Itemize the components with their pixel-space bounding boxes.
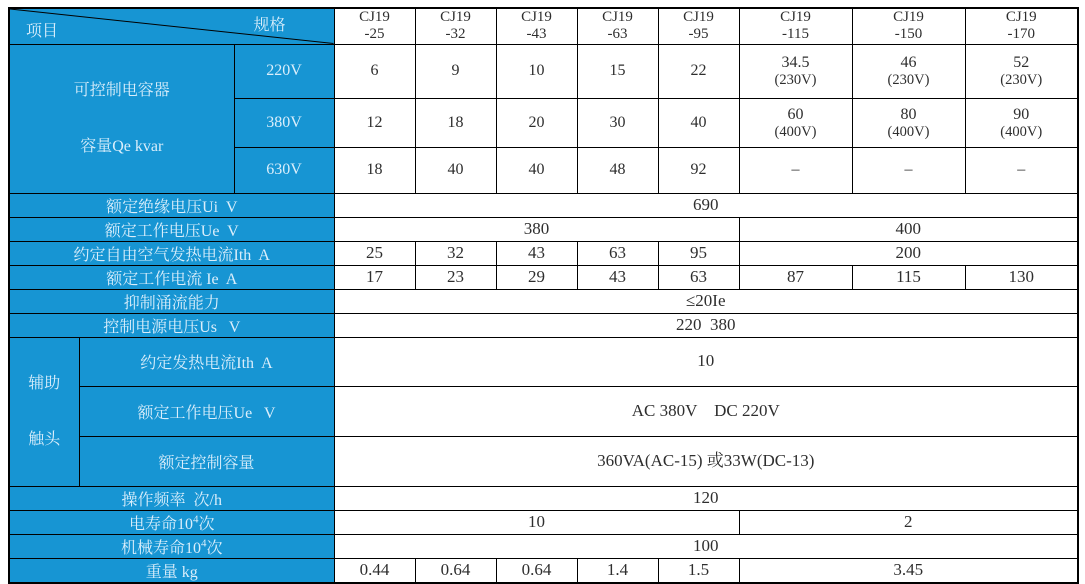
working-voltage-row xyxy=(9,217,1078,241)
value-cell xyxy=(739,265,852,289)
label-superscript: 4 xyxy=(201,537,207,550)
cell-value: 10 xyxy=(697,351,715,371)
cell-value: 0.64 xyxy=(521,559,552,579)
model-number: -32 xyxy=(445,26,466,43)
value-cell xyxy=(658,148,739,193)
row-label: 操作频率 次/h xyxy=(9,486,334,510)
model-name: CJ19 xyxy=(683,9,714,25)
value-cell xyxy=(739,217,1078,241)
aux-label-line2: 触头 xyxy=(28,430,61,448)
inrush-suppression-row xyxy=(9,289,1078,313)
value-cell xyxy=(739,241,1078,265)
cell-value: 18 xyxy=(366,161,383,179)
value-cell xyxy=(334,337,1078,387)
value-cell xyxy=(334,193,1078,217)
cell-value: 380 xyxy=(523,218,550,238)
value-cell xyxy=(415,148,496,193)
cell-value: 10 xyxy=(528,62,545,80)
cell-value: 92 xyxy=(690,161,707,179)
model-header-cell xyxy=(334,8,415,44)
value-cell xyxy=(334,99,415,148)
cell-value: 40 xyxy=(447,161,464,179)
value-cell xyxy=(415,241,496,265)
value-cell xyxy=(334,241,415,265)
voltage-sublabel: 630V xyxy=(234,148,334,193)
value-cell xyxy=(739,99,852,148)
value-cell xyxy=(496,241,577,265)
row-label: 额定控制容量 xyxy=(79,436,334,486)
voltage-sublabel: 380V xyxy=(234,99,334,148)
aux-thermal-current-row xyxy=(9,337,1078,387)
model-name: CJ19 xyxy=(602,9,633,25)
cell-value: 52 xyxy=(1013,53,1030,71)
cell-value: 18 xyxy=(447,114,464,132)
cell-value: 115 xyxy=(896,266,921,286)
model-number: -43 xyxy=(526,26,547,43)
cell-value: 1.4 xyxy=(606,559,629,579)
cell-note: (230V) xyxy=(774,72,817,89)
value-cell xyxy=(334,436,1078,486)
cell-value: 34.5 xyxy=(781,53,810,71)
value-cell xyxy=(334,148,415,193)
item-label: 项目 xyxy=(26,22,59,40)
value-cell xyxy=(334,534,1078,558)
working-current-row xyxy=(9,265,1078,289)
value-cell xyxy=(415,265,496,289)
cell-value: 63 xyxy=(690,266,707,286)
cell-value: 48 xyxy=(609,161,626,179)
value-cell xyxy=(658,44,739,99)
label-suffix: 次 xyxy=(198,515,215,533)
value-cell xyxy=(334,265,415,289)
row-label: 抑制涌流能力 xyxy=(9,289,334,313)
value-cell xyxy=(334,289,1078,313)
model-name: CJ19 xyxy=(893,9,924,25)
cell-value: 40 xyxy=(690,114,707,132)
row-label: 额定工作电压Ue V xyxy=(79,387,334,437)
control-voltage-row xyxy=(9,313,1078,337)
cell-value: 43 xyxy=(609,266,626,286)
row-label: 额定工作电流 Ie A xyxy=(9,265,334,289)
value-cell xyxy=(852,265,965,289)
aux-group-label xyxy=(9,337,79,486)
model-name: CJ19 xyxy=(521,9,552,25)
cell-value: 30 xyxy=(609,114,626,132)
value-cell xyxy=(496,265,577,289)
model-header-cell xyxy=(496,8,577,44)
cell-value: 690 xyxy=(693,194,719,214)
cell-value: 0.64 xyxy=(440,559,471,579)
label-prefix: 电寿命10 xyxy=(128,515,193,533)
model-number: -150 xyxy=(894,26,923,43)
cell-value: 43 xyxy=(528,242,545,262)
spec-label: 规格 xyxy=(253,17,286,34)
row-label xyxy=(9,534,334,558)
capacitor-220v-row xyxy=(9,44,1078,99)
cell-value: 87 xyxy=(787,266,804,286)
model-name: CJ19 xyxy=(359,9,390,25)
aux-working-voltage-row xyxy=(9,387,1078,437)
cell-value: 10 xyxy=(528,511,545,531)
cell-value: – xyxy=(1017,161,1026,179)
model-header-cell xyxy=(852,8,965,44)
cell-value: 360VA(AC-15) 或33W(DC-13) xyxy=(597,450,815,470)
cell-note: (400V) xyxy=(1000,124,1043,141)
row-label: 重量 kg xyxy=(9,558,334,583)
value-cell xyxy=(496,558,577,583)
cell-value: – xyxy=(791,161,800,179)
weight-row xyxy=(9,558,1078,583)
cell-note: (400V) xyxy=(887,124,930,141)
model-header-cell xyxy=(658,8,739,44)
value-cell xyxy=(334,387,1078,437)
value-cell xyxy=(739,558,1078,583)
cell-note: (230V) xyxy=(1000,72,1043,89)
corner-header-cell xyxy=(9,8,334,44)
value-cell xyxy=(658,99,739,148)
cell-value: 40 xyxy=(528,161,545,179)
row-label: 控制电源电压Us V xyxy=(9,313,334,337)
value-cell xyxy=(415,99,496,148)
row-label: 额定工作电压Ue V xyxy=(9,217,334,241)
capacitor-label-line1: 可控制电容器 xyxy=(73,81,170,99)
model-number: -25 xyxy=(364,26,385,43)
cell-value: 9 xyxy=(451,62,460,80)
cell-value: 15 xyxy=(609,62,626,80)
label-superscript: 4 xyxy=(193,513,199,526)
capacitor-section-label xyxy=(9,44,234,193)
value-cell xyxy=(965,265,1078,289)
cell-value: – xyxy=(904,161,913,179)
value-cell xyxy=(739,510,1078,534)
cell-value: 3.45 xyxy=(893,559,924,579)
cell-value: AC 380V DC 220V xyxy=(631,400,780,420)
row-label xyxy=(9,510,334,534)
cell-value: 2 xyxy=(904,511,913,531)
value-cell xyxy=(658,241,739,265)
electrical-life-row xyxy=(9,510,1078,534)
cell-note: (400V) xyxy=(774,124,817,141)
value-cell xyxy=(577,148,658,193)
value-cell xyxy=(415,44,496,99)
cell-value: 46 xyxy=(900,53,917,71)
model-name: CJ19 xyxy=(1005,9,1037,25)
value-cell xyxy=(658,265,739,289)
insulation-voltage-row xyxy=(9,193,1078,217)
cell-value: 60 xyxy=(787,105,804,123)
value-cell xyxy=(852,99,965,148)
cell-value: 29 xyxy=(528,266,545,286)
value-cell xyxy=(577,265,658,289)
voltage-sublabel: 220V xyxy=(234,44,334,99)
model-header-cell xyxy=(415,8,496,44)
value-cell xyxy=(334,44,415,99)
mechanical-life-row xyxy=(9,534,1078,558)
thermal-current-row xyxy=(9,241,1078,265)
cell-value: 130 xyxy=(1008,266,1034,286)
model-number: -63 xyxy=(607,26,628,43)
cell-note: (230V) xyxy=(887,72,930,89)
value-cell xyxy=(334,558,415,583)
value-cell xyxy=(577,241,658,265)
value-cell xyxy=(577,558,658,583)
cell-value: 12 xyxy=(366,114,383,132)
model-name: CJ19 xyxy=(440,9,471,25)
value-cell xyxy=(334,217,739,241)
row-label: 额定绝缘电压Ui V xyxy=(9,193,334,217)
cell-value: 220 380 xyxy=(676,314,736,334)
cell-value: 32 xyxy=(447,242,464,262)
cell-value: 17 xyxy=(366,266,383,286)
row-label: 约定自由空气发热电流Ith A xyxy=(9,241,334,265)
operating-frequency-row xyxy=(9,486,1078,510)
value-cell xyxy=(739,148,852,193)
value-cell xyxy=(577,44,658,99)
model-header-cell xyxy=(577,8,658,44)
cell-value: 1.5 xyxy=(687,559,710,579)
cell-value: 80 xyxy=(900,105,917,123)
capacitor-label-line2: 容量Qe kvar xyxy=(80,137,164,155)
value-cell xyxy=(334,510,739,534)
cell-value: 22 xyxy=(690,62,707,80)
value-cell xyxy=(658,558,739,583)
cell-value: 20 xyxy=(528,114,545,132)
header-row xyxy=(9,8,1078,44)
cell-value: 100 xyxy=(693,535,719,555)
value-cell xyxy=(334,486,1078,510)
cell-value: ≤20Ie xyxy=(685,290,726,310)
value-cell xyxy=(496,148,577,193)
cell-value: 90 xyxy=(1013,105,1030,123)
label-suffix: 次 xyxy=(206,539,223,557)
value-cell xyxy=(496,99,577,148)
value-cell xyxy=(415,558,496,583)
aux-label-line1: 辅助 xyxy=(28,374,61,392)
model-header-cell xyxy=(965,8,1078,44)
value-cell xyxy=(965,44,1078,99)
value-cell xyxy=(334,313,1078,337)
cell-value: 200 xyxy=(895,242,921,262)
value-cell xyxy=(852,148,965,193)
row-label: 约定发热电流Ith A xyxy=(79,337,334,387)
cell-value: 400 xyxy=(895,218,921,238)
aux-control-capacity-row xyxy=(9,436,1078,486)
model-header-cell xyxy=(739,8,852,44)
cell-value: 6 xyxy=(370,62,379,80)
model-number: -95 xyxy=(688,26,709,43)
label-prefix: 机械寿命10 xyxy=(120,539,201,557)
cj19-spec-table xyxy=(8,7,1079,584)
value-cell xyxy=(852,44,965,99)
value-cell xyxy=(965,148,1078,193)
model-number: -115 xyxy=(782,26,809,43)
value-cell xyxy=(965,99,1078,148)
cell-value: 25 xyxy=(366,242,383,262)
cell-value: 23 xyxy=(447,266,464,286)
value-cell xyxy=(739,44,852,99)
value-cell xyxy=(496,44,577,99)
value-cell xyxy=(577,99,658,148)
cell-value: 63 xyxy=(609,242,626,262)
cell-value: 0.44 xyxy=(359,559,390,579)
cell-value: 120 xyxy=(693,487,719,507)
model-number: -170 xyxy=(1007,26,1035,43)
cell-value: 95 xyxy=(690,242,707,262)
model-name: CJ19 xyxy=(780,9,811,25)
